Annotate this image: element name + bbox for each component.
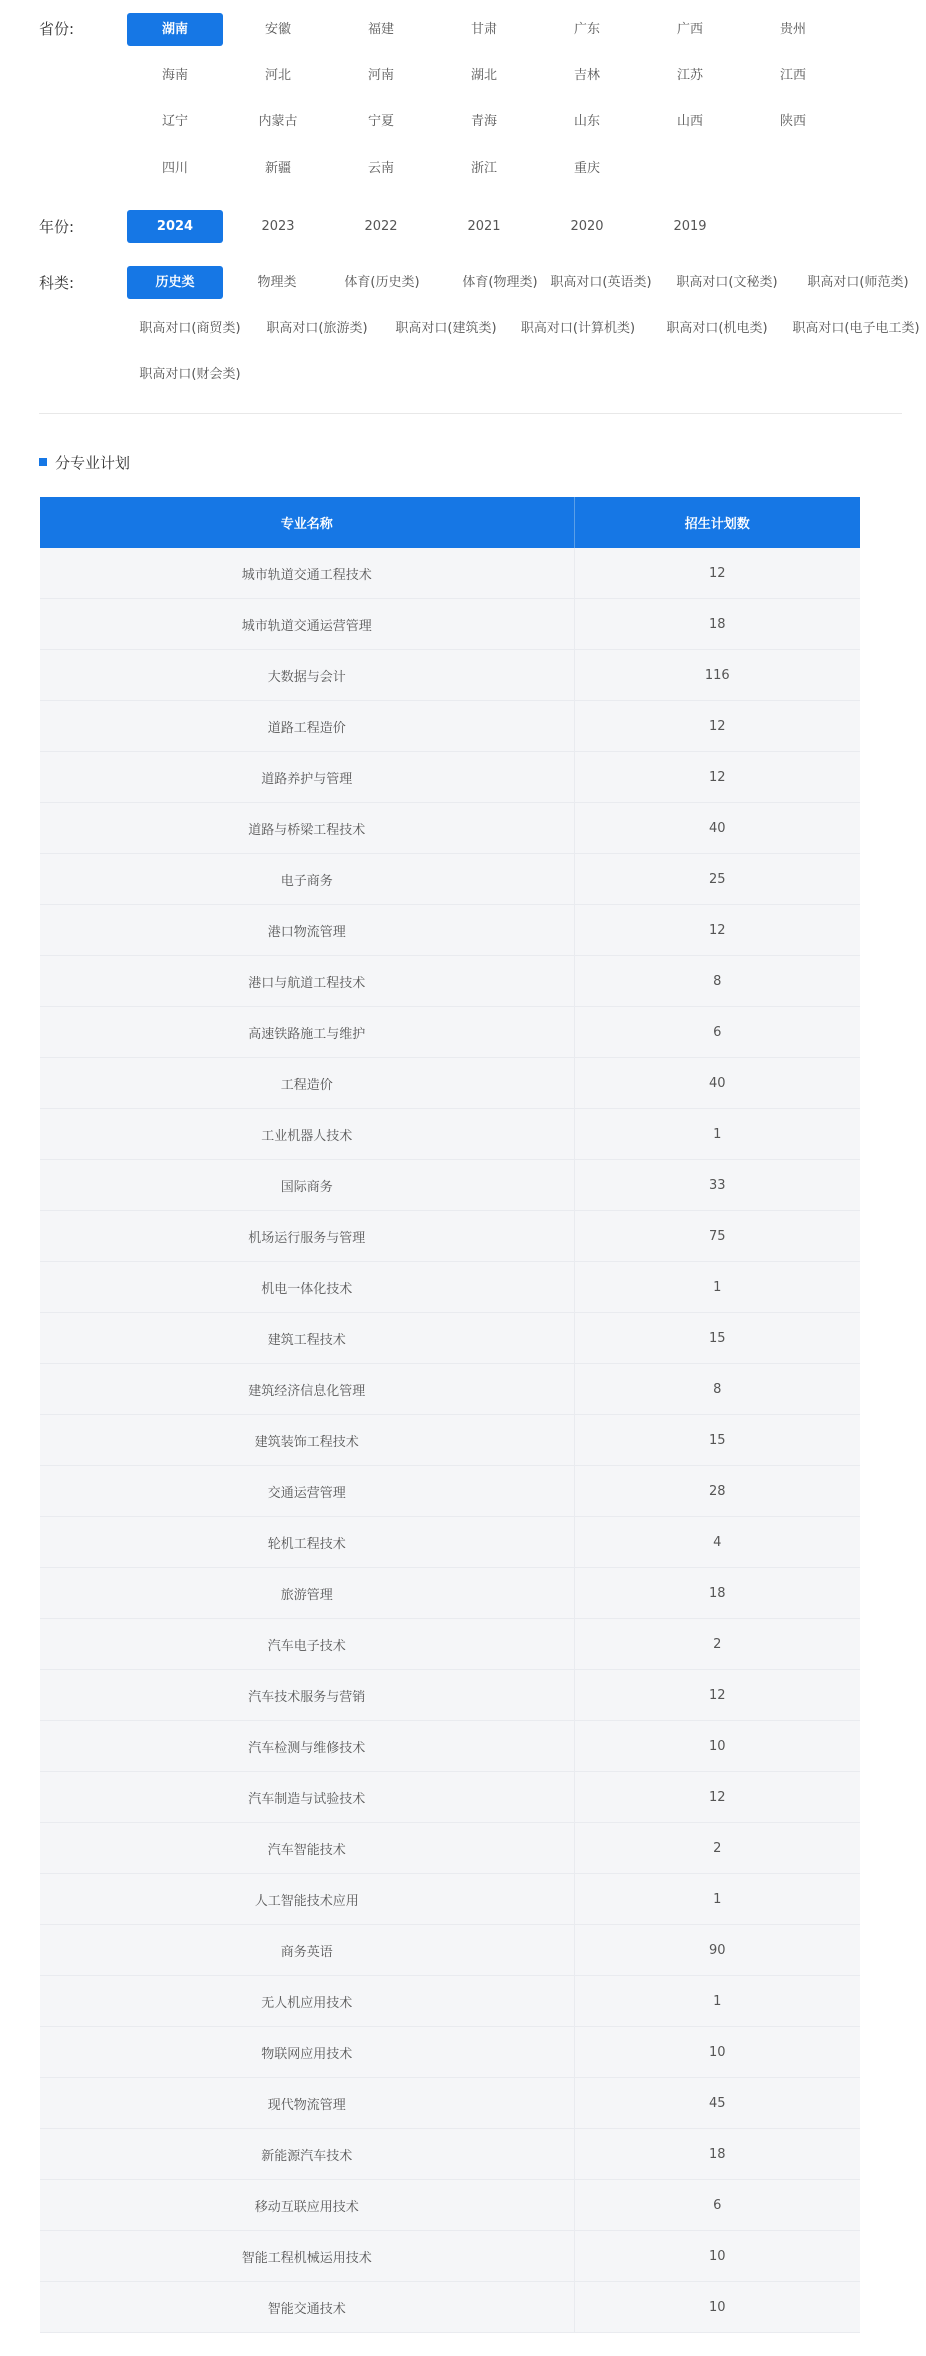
table-header-row xyxy=(40,497,860,548)
major-name-cell: 汽车技术服务与营销 xyxy=(40,1670,574,1721)
table-row xyxy=(40,548,860,599)
table-row xyxy=(40,1670,860,1721)
table-row xyxy=(40,803,860,854)
table-row xyxy=(40,752,860,803)
category-option[interactable]: 职高对口(财会类) xyxy=(139,367,241,382)
major-name-cell: 智能工程机械运用技术 xyxy=(40,2231,574,2282)
plan-count-cell: 8 xyxy=(574,956,860,1007)
plan-count-cell: 18 xyxy=(574,599,860,650)
province-option[interactable]: 辽宁 xyxy=(161,114,188,129)
province-option[interactable]: 安徽 xyxy=(264,22,291,37)
table-row xyxy=(40,956,860,1007)
major-name-cell: 高速铁路施工与维护 xyxy=(40,1007,574,1058)
year-option[interactable]: 2023 xyxy=(261,219,295,234)
plan-count-cell: 6 xyxy=(574,2180,860,2231)
category-label: 科类: xyxy=(39,274,75,292)
major-name-cell: 现代物流管理 xyxy=(40,2078,574,2129)
plan-count-cell: 45 xyxy=(574,2078,860,2129)
category-option[interactable]: 职高对口(电子电工类) xyxy=(792,321,920,336)
plan-count-cell: 116 xyxy=(574,650,860,701)
table-row xyxy=(40,1058,860,1109)
province-option[interactable]: 福建 xyxy=(367,22,394,37)
table-row xyxy=(40,1874,860,1925)
plan-count-cell: 6 xyxy=(574,1007,860,1058)
plan-count-cell: 1 xyxy=(574,1874,860,1925)
table-row xyxy=(40,1466,860,1517)
section-title: 分专业计划 xyxy=(39,452,130,473)
major-name-cell: 交通运营管理 xyxy=(40,1466,574,1517)
major-name-cell: 建筑装饰工程技术 xyxy=(40,1415,574,1466)
major-name-cell: 机电一体化技术 xyxy=(40,1262,574,1313)
major-name-cell: 轮机工程技术 xyxy=(40,1517,574,1568)
major-name-cell: 无人机应用技术 xyxy=(40,1976,574,2027)
table-row xyxy=(40,2129,860,2180)
table-row xyxy=(40,1823,860,1874)
category-option[interactable]: 职高对口(机电类) xyxy=(666,321,768,336)
category-option[interactable]: 职高对口(英语类) xyxy=(550,275,652,290)
category-option[interactable]: 职高对口(商贸类) xyxy=(139,321,241,336)
plan-count-cell: 1 xyxy=(574,1976,860,2027)
year-label: 年份: xyxy=(39,218,75,236)
category-option[interactable]: 职高对口(师范类) xyxy=(807,275,909,290)
category-option[interactable]: 物理类 xyxy=(257,275,297,290)
province-option[interactable]: 河南 xyxy=(367,68,394,83)
table-row xyxy=(40,701,860,752)
major-name-cell: 城市轨道交通工程技术 xyxy=(40,548,574,599)
province-option[interactable]: 四川 xyxy=(161,161,188,176)
major-name-cell: 国际商务 xyxy=(40,1160,574,1211)
province-option[interactable]: 山西 xyxy=(676,114,703,129)
plan-count-cell: 18 xyxy=(574,2129,860,2180)
plan-count-cell: 25 xyxy=(574,854,860,905)
plan-count-cell: 10 xyxy=(574,2027,860,2078)
major-name-cell: 工程造价 xyxy=(40,1058,574,1109)
major-name-cell: 汽车智能技术 xyxy=(40,1823,574,1874)
major-name-cell: 智能交通技术 xyxy=(40,2282,574,2333)
province-option[interactable]: 湖南 xyxy=(127,13,223,46)
table-row xyxy=(40,2282,860,2333)
plan-count-cell: 12 xyxy=(574,905,860,956)
province-option[interactable]: 贵州 xyxy=(779,22,806,37)
province-option[interactable]: 湖北 xyxy=(470,68,497,83)
province-option[interactable]: 新疆 xyxy=(264,161,291,176)
province-option[interactable]: 吉林 xyxy=(573,68,600,83)
major-name-cell: 工业机器人技术 xyxy=(40,1109,574,1160)
major-name-cell: 汽车制造与试验技术 xyxy=(40,1772,574,1823)
plan-count-cell: 2 xyxy=(574,1823,860,1874)
table-row xyxy=(40,2078,860,2129)
plan-count-cell: 33 xyxy=(574,1160,860,1211)
province-label: 省份: xyxy=(39,20,75,38)
table-row xyxy=(40,854,860,905)
column-header-major: 专业名称 xyxy=(40,497,574,548)
major-name-cell: 港口物流管理 xyxy=(40,905,574,956)
category-option[interactable]: 体育(物理类) xyxy=(462,275,538,290)
plan-count-cell: 40 xyxy=(574,803,860,854)
major-name-cell: 电子商务 xyxy=(40,854,574,905)
plan-count-cell: 28 xyxy=(574,1466,860,1517)
major-name-cell: 港口与航道工程技术 xyxy=(40,956,574,1007)
province-option[interactable]: 广东 xyxy=(573,22,600,37)
province-option[interactable]: 海南 xyxy=(161,68,188,83)
plan-count-cell: 15 xyxy=(574,1415,860,1466)
province-option[interactable]: 甘肃 xyxy=(470,22,497,37)
table-row xyxy=(40,2180,860,2231)
major-name-cell: 新能源汽车技术 xyxy=(40,2129,574,2180)
category-option[interactable]: 体育(历史类) xyxy=(344,275,420,290)
plan-count-cell: 12 xyxy=(574,701,860,752)
plan-count-cell: 1 xyxy=(574,1109,860,1160)
plan-count-cell: 15 xyxy=(574,1313,860,1364)
plan-count-cell: 12 xyxy=(574,752,860,803)
province-option[interactable]: 云南 xyxy=(367,161,394,176)
plan-count-cell: 10 xyxy=(574,2282,860,2333)
province-option[interactable]: 宁夏 xyxy=(367,114,394,129)
category-option[interactable]: 职高对口(计算机类) xyxy=(520,321,636,336)
year-option[interactable]: 2022 xyxy=(364,219,398,234)
plan-count-cell: 1 xyxy=(574,1262,860,1313)
table-row xyxy=(40,1262,860,1313)
major-name-cell: 移动互联应用技术 xyxy=(40,2180,574,2231)
province-option[interactable]: 重庆 xyxy=(573,161,600,176)
table-row xyxy=(40,1211,860,1262)
plan-count-cell: 10 xyxy=(574,1721,860,1772)
province-option[interactable]: 广西 xyxy=(676,22,703,37)
major-name-cell: 建筑经济信息化管理 xyxy=(40,1364,574,1415)
table-row xyxy=(40,1313,860,1364)
province-option[interactable]: 陕西 xyxy=(779,114,806,129)
category-option[interactable]: 职高对口(文秘类) xyxy=(676,275,778,290)
plan-count-cell: 18 xyxy=(574,1568,860,1619)
table-row xyxy=(40,1517,860,1568)
major-name-cell: 道路养护与管理 xyxy=(40,752,574,803)
plan-table xyxy=(40,497,860,2333)
table-row xyxy=(40,2231,860,2282)
major-name-cell: 机场运行服务与管理 xyxy=(40,1211,574,1262)
table-row xyxy=(40,1109,860,1160)
category-option[interactable]: 历史类 xyxy=(127,266,223,299)
table-row xyxy=(40,1568,860,1619)
major-name-cell: 商务英语 xyxy=(40,1925,574,1976)
year-option[interactable]: 2019 xyxy=(673,219,707,234)
table-row xyxy=(40,1364,860,1415)
category-option[interactable]: 职高对口(建筑类) xyxy=(395,321,497,336)
plan-count-cell: 12 xyxy=(574,1670,860,1721)
year-option[interactable]: 2024 xyxy=(127,210,223,243)
province-option[interactable]: 浙江 xyxy=(470,161,497,176)
section-marker-icon xyxy=(39,458,47,466)
plan-count-cell: 90 xyxy=(574,1925,860,1976)
table-row xyxy=(40,1772,860,1823)
table-row xyxy=(40,599,860,650)
table-row xyxy=(40,650,860,701)
major-name-cell: 城市轨道交通运营管理 xyxy=(40,599,574,650)
year-option[interactable]: 2020 xyxy=(570,219,604,234)
major-name-cell: 汽车电子技术 xyxy=(40,1619,574,1670)
plan-count-cell: 75 xyxy=(574,1211,860,1262)
major-name-cell: 大数据与会计 xyxy=(40,650,574,701)
plan-count-cell: 10 xyxy=(574,2231,860,2282)
province-option[interactable]: 江西 xyxy=(779,68,806,83)
province-option[interactable]: 江苏 xyxy=(676,68,703,83)
plan-count-cell: 12 xyxy=(574,1772,860,1823)
major-name-cell: 道路与桥梁工程技术 xyxy=(40,803,574,854)
plan-count-cell: 4 xyxy=(574,1517,860,1568)
divider xyxy=(39,413,902,414)
plan-count-cell: 8 xyxy=(574,1364,860,1415)
table-row xyxy=(40,1007,860,1058)
table-row xyxy=(40,905,860,956)
province-option[interactable]: 山东 xyxy=(573,114,600,129)
major-name-cell: 人工智能技术应用 xyxy=(40,1874,574,1925)
column-header-count: 招生计划数 xyxy=(574,497,860,548)
major-name-cell: 建筑工程技术 xyxy=(40,1313,574,1364)
province-option[interactable]: 河北 xyxy=(264,68,291,83)
major-name-cell: 汽车检测与维修技术 xyxy=(40,1721,574,1772)
table-row xyxy=(40,1925,860,1976)
table-row xyxy=(40,1415,860,1466)
major-name-cell: 旅游管理 xyxy=(40,1568,574,1619)
plan-count-cell: 2 xyxy=(574,1619,860,1670)
table-row xyxy=(40,1976,860,2027)
province-option[interactable]: 青海 xyxy=(470,114,497,129)
table-row xyxy=(40,1619,860,1670)
table-row xyxy=(40,1160,860,1211)
major-name-cell: 物联网应用技术 xyxy=(40,2027,574,2078)
year-option[interactable]: 2021 xyxy=(467,219,501,234)
province-option[interactable]: 内蒙古 xyxy=(258,114,298,129)
table-row xyxy=(40,2027,860,2078)
plan-count-cell: 12 xyxy=(574,548,860,599)
major-name-cell: 道路工程造价 xyxy=(40,701,574,752)
plan-count-cell: 40 xyxy=(574,1058,860,1109)
table-row xyxy=(40,1721,860,1772)
category-option[interactable]: 职高对口(旅游类) xyxy=(266,321,368,336)
